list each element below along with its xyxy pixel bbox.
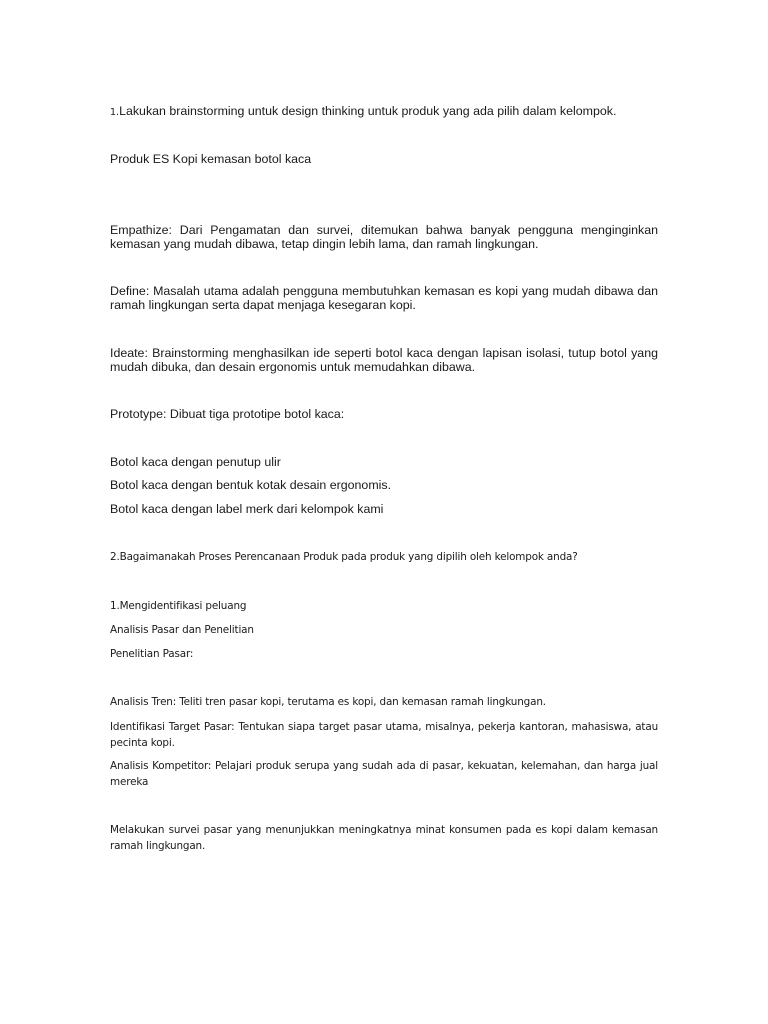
ideate-paragraph: Ideate: Brainstorming menghasilkan ide seperti botol kaca dengan lapisan isolasi, tutup botol yang mudah dibuka, dan desain ergonomis untuk memudahkan dibawa.: [110, 346, 658, 374]
market-analysis-subheading: Analisis Pasar dan Penelitian: [110, 624, 254, 636]
prototype-item: Botol kaca dengan bentuk kotak desain ergonomis.: [110, 478, 392, 492]
question-1-number: 1.: [110, 107, 120, 118]
empathize-paragraph: Empathize: Dari Pengamatan dan survei, ditemukan bahwa banyak pengguna menginginkan kemasan yang mudah dibawa, tetap dingin lebih lama, dan ramah lingkungan.: [110, 223, 658, 251]
product-title: Produk ES Kopi kemasan botol kaca: [110, 152, 312, 166]
question-1-text: Lakukan brainstorming untuk design thinking untuk produk yang ada pilih dalam kelompok.: [119, 104, 617, 118]
target-market-paragraph: Identifikasi Target Pasar: Tentukan siapa target pasar utama, misalnya, pekerja kantoran, mahasiswa, atau pecinta kopi.: [110, 721, 658, 749]
question-2: 2.Bagaimanakah Proses Perencanaan Produk pada produk yang dipilih oleh kelompok anda?: [110, 551, 578, 563]
prototype-heading: Prototype: Dibuat tiga prototipe botol kaca:: [110, 407, 345, 421]
question-1: [110, 104, 658, 120]
trend-analysis-paragraph: Analisis Tren: Teliti tren pasar kopi, terutama es kopi, dan kemasan ramah lingkungan.: [110, 696, 546, 708]
prototype-item: Botol kaca dengan penutup ulir: [110, 455, 281, 469]
survey-paragraph: Melakukan survei pasar yang menunjukkan meningkatnya minat konsumen pada es kopi dalam kemasan ramah lingkungan.: [110, 824, 658, 852]
define-paragraph: Define: Masalah utama adalah pengguna membutuhkan kemasan es kopi yang mudah dibawa dan ramah lingkungan serta dapat menjaga kesegaran kopi.: [110, 284, 658, 312]
market-research-label: Penelitian Pasar:: [110, 648, 194, 660]
competitor-analysis-paragraph: Analisis Kompetitor: Pelajari produk serupa yang sudah ada di pasar, kekuatan, kelemahan, dan harga jual mereka: [110, 760, 658, 788]
step-1-heading: 1.Mengidentifikasi peluang: [110, 600, 247, 612]
prototype-item: Botol kaca dengan label merk dari kelompok kami: [110, 502, 384, 516]
